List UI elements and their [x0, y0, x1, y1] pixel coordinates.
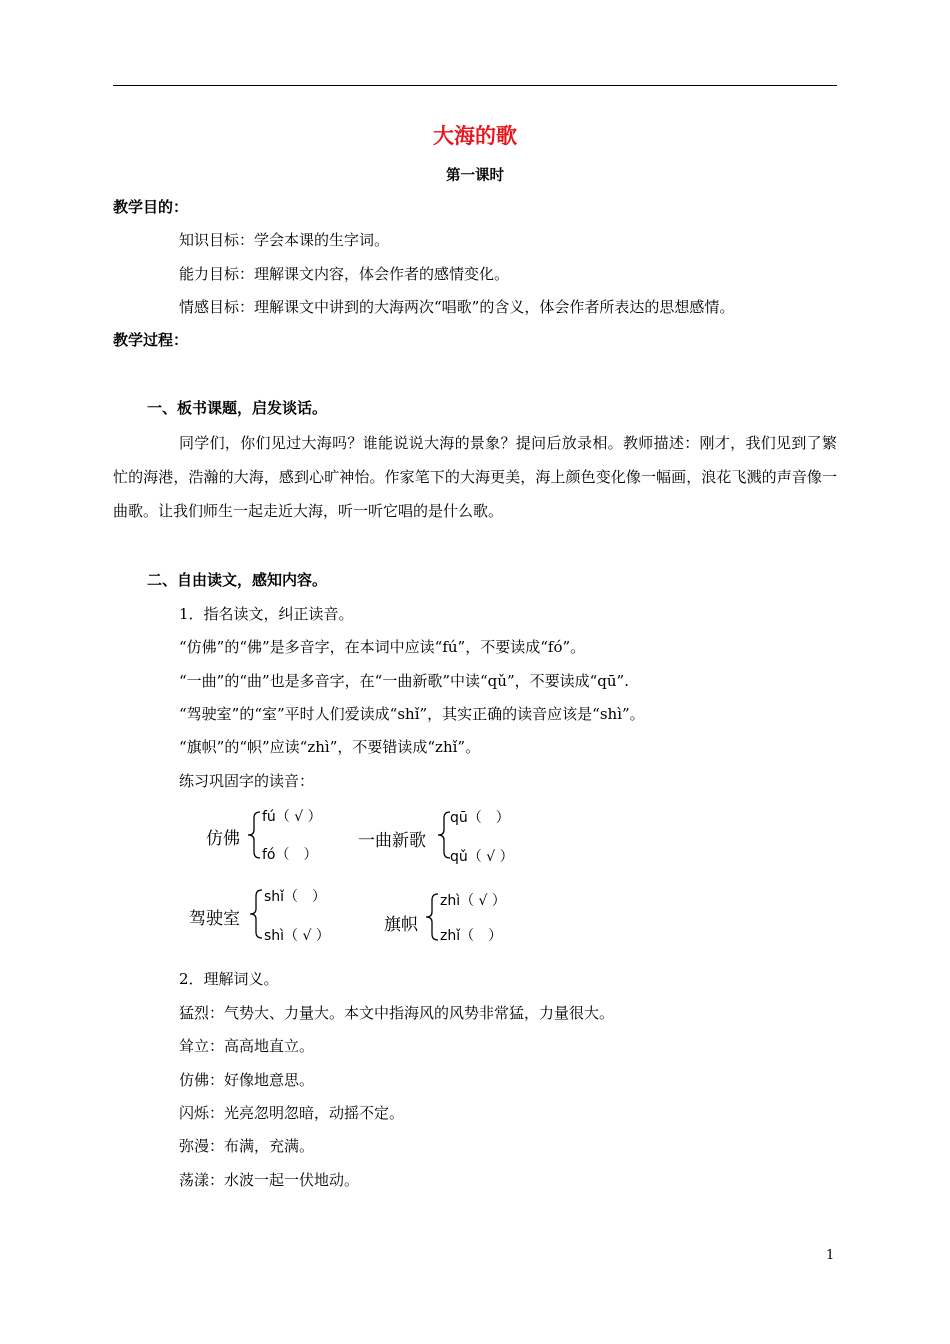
section1-heading: 一、板书课题，启发谈话。	[147, 399, 328, 417]
definition-item: 闪烁：光亮忽明忽暗，动摇不定。	[179, 1104, 405, 1122]
exercise-word: 一曲新歌	[358, 831, 426, 851]
definition-item: 弥漫：布满，充满。	[179, 1137, 315, 1155]
exercise-option: zhǐ（ ）	[440, 928, 503, 944]
definition-item: 荡漾：水波一起一伏地动。	[179, 1171, 360, 1189]
section1-paragraph: 同学们，你们见过大海吗？谁能说说大海的景象？提问后放录相。教师描述：刚才，我们见到了繁忙的海港，浩瀚的大海，感到心旷神怡。作家笔下的大海更美，海上颜色变化像一幅画，浪花飞溅的声音像一曲歌。让我们师生一起走近大海，听一听它唱的是什么歌。	[113, 434, 837, 520]
item2-label: 2．理解词义。	[179, 970, 279, 988]
brace-icon	[248, 888, 264, 940]
exercise-word: 旗帜	[384, 915, 418, 935]
definition-item: 仿佛：好像地意思。	[179, 1071, 315, 1089]
pronunciation-note: “旗帜”的“帜”应读“zhì”，不要错读成“zhǐ”。	[179, 738, 481, 756]
exercise-option: fó（ ）	[262, 847, 318, 863]
emotion-objective: 情感目标：理解课文中讲到的大海两次“唱歌”的含义，体会作者所表达的思想感情。	[179, 298, 735, 316]
item1-label: 1．指名读文，纠正读音。	[179, 605, 354, 623]
objectives-heading: 教学目的：	[113, 198, 189, 216]
ability-objective: 能力目标：理解课文内容，体会作者的感情变化。	[179, 265, 510, 283]
exercise-option: shì（ √ ）	[264, 928, 330, 944]
exercise-word: 驾驶室	[189, 909, 240, 929]
pronunciation-exercise-figure	[189, 800, 540, 950]
exercise-option: qū（ ）	[450, 810, 510, 826]
knowledge-objective: 知识目标：学会本课的生字词。	[179, 231, 390, 249]
practice-label: 练习巩固字的读音：	[179, 772, 315, 790]
definition-item: 耸立：高高地直立。	[179, 1037, 315, 1055]
pronunciation-note: “仿佛”的“佛”是多音字，在本词中应读“fú”，不要读成“fó”。	[179, 638, 586, 656]
exercise-word: 仿佛	[206, 829, 240, 849]
pronunciation-note: “一曲”的“曲”也是多音字，在“一曲新歌”中读“qǔ”，不要读成“qū”.	[179, 672, 629, 690]
brace-icon	[246, 810, 262, 860]
exercise-option: qǔ（ √ ）	[450, 849, 514, 865]
header-rule	[113, 85, 837, 86]
section2-heading: 二、自由读文，感知内容。	[147, 571, 328, 589]
lesson-subtitle: 第一课时	[446, 167, 504, 184]
exercise-option: fú（ √ ）	[262, 809, 322, 825]
page-number: 1	[826, 1248, 835, 1263]
exercise-option: zhì（ √ ）	[440, 893, 506, 909]
brace-icon	[424, 892, 440, 942]
process-heading: 教学过程：	[113, 331, 189, 349]
pronunciation-note: “驾驶室”的“室”平时人们爱读成“shǐ”，其实正确的读音应该是“shì”。	[179, 705, 645, 723]
exercise-option: shǐ（ ）	[264, 889, 327, 905]
document-title: 大海的歌	[433, 123, 517, 148]
definition-item: 猛烈：气势大、力量大。本文中指海风的风势非常猛，力量很大。	[179, 1004, 615, 1022]
